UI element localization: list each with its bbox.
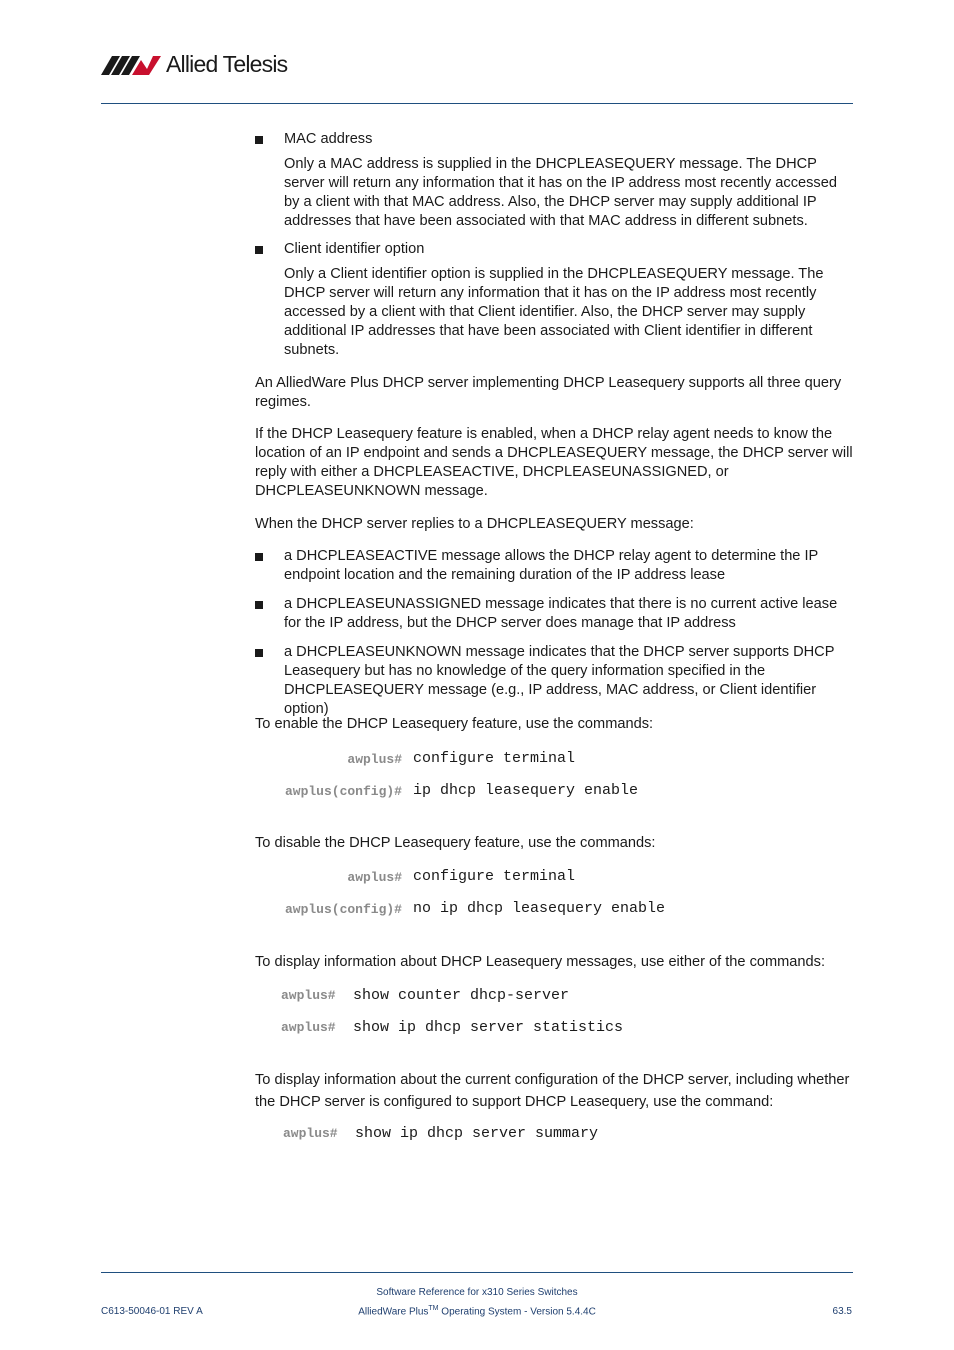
bullet-lease-unassigned: a DHCPLEASEUNASSIGNED message indicates that there is no current active lease for the IP address, but the DHCP server does manage that IP address <box>284 596 838 631</box>
allied-telesis-logo-icon <box>101 53 163 75</box>
command-text: show ip dhcp server summary <box>355 1125 599 1142</box>
footer-title-line1: Software Reference for x310 Series Switches <box>376 1287 578 1298</box>
command-prompt: awplus# <box>281 988 336 1003</box>
command-text: show ip dhcp server statistics <box>353 1019 624 1036</box>
paragraph-disable-commands: To disable the DHCP Leasequery feature, use the commands: <box>255 835 656 851</box>
footer-rule <box>101 1272 853 1273</box>
bullet-square <box>255 136 263 144</box>
paragraph-replies: When the DHCP server replies to a DHCPLEASEQUERY message: <box>255 516 694 532</box>
paragraph-enable-commands: To enable the DHCP Leasequery feature, use the commands: <box>255 716 654 732</box>
command-text: ip dhcp leasequery enable <box>413 782 639 799</box>
paragraph-display-commands: To display information about DHCP Leasequery messages, use either of the commands: <box>255 954 825 970</box>
bullet-square <box>255 553 263 561</box>
command-text: configure terminal <box>413 750 576 767</box>
command-prompt: awplus# <box>347 870 402 885</box>
paragraph-config-command: To display information about the current configuration of the DHCP server, including whether the DHCP server is configured to support DHCP Leasequery, use the command: <box>255 1072 850 1110</box>
footer-title-line2: AlliedWare Plus™ Operating System - Version 5.4.4C <box>358 1305 596 1318</box>
command-prompt: awplus(config)# <box>284 784 402 799</box>
logo-wordmark: Allied Telesis <box>166 51 288 77</box>
bullet-square <box>255 601 263 609</box>
bullet-lease-active: a DHCPLEASEACTIVE message allows the DHCP relay agent to determine the IP endpoint location and the remaining duration of the IP address lease <box>284 548 819 583</box>
command-prompt: awplus# <box>283 1126 338 1141</box>
bullet-square <box>255 246 263 254</box>
command-prompt: awplus(config)# <box>284 902 402 917</box>
header-rule <box>101 103 853 104</box>
bullet-lease-unknown: a DHCPLEASEUNKNOWN message indicates that the DHCP server supports DHCP Leasequery but has no knowledge of the query information specified in the DHCPLEASEQUERY message (e.g., IP address, MAC address, or Client identifier option) <box>284 644 835 717</box>
allied-telesis-logo <box>101 50 287 77</box>
command-text: show counter dhcp-server <box>353 987 570 1004</box>
bullet-title-mac-address: MAC address <box>284 131 373 147</box>
command-text: configure terminal <box>413 868 576 885</box>
bullet-body-mac-address: Only a MAC address is supplied in the DHCPLEASEQUERY message. The DHCP server will return any information that it has on the IP address most recently accessed by a client with that MAC address. Also, the DHCP server may supply additional IP addresses that have been associated with that MAC address in different subnets. <box>284 156 837 229</box>
command-text: no ip dhcp leasequery enable <box>413 900 666 917</box>
bullet-title-client-identifier: Client identifier option <box>284 241 425 257</box>
paragraph-support: An AlliedWare Plus DHCP server implementing DHCP Leasequery supports all three query regimes. <box>255 375 842 410</box>
command-prompt: awplus# <box>347 752 402 767</box>
command-prompt: awplus# <box>281 1020 336 1035</box>
bullet-square <box>255 649 263 657</box>
paragraph-enabled: If the DHCP Leasequery feature is enabled, when a DHCP relay agent needs to know the location of an IP endpoint and sends a DHCPLEASEQUERY message, the DHCP server will reply with either a DHCPLEASEACTIVE, DHCPLEASEUNASSIGNED, or DHCPLEASEUNKNOWN message. <box>255 426 853 499</box>
bullet-body-client-identifier: Only a Client identifier option is supplied in the DHCPLEASEQUERY message. The DHCP server will return any information that it has on the IP address most recently accessed by a client with that Client identifier. Also, the DHCP server may supply additional IP addresses that have been associated with Client identifier in different subnets. <box>284 266 824 358</box>
page-number: 63.5 <box>832 1306 852 1317</box>
doc-number: C613-50046-01 REV A <box>101 1306 203 1317</box>
